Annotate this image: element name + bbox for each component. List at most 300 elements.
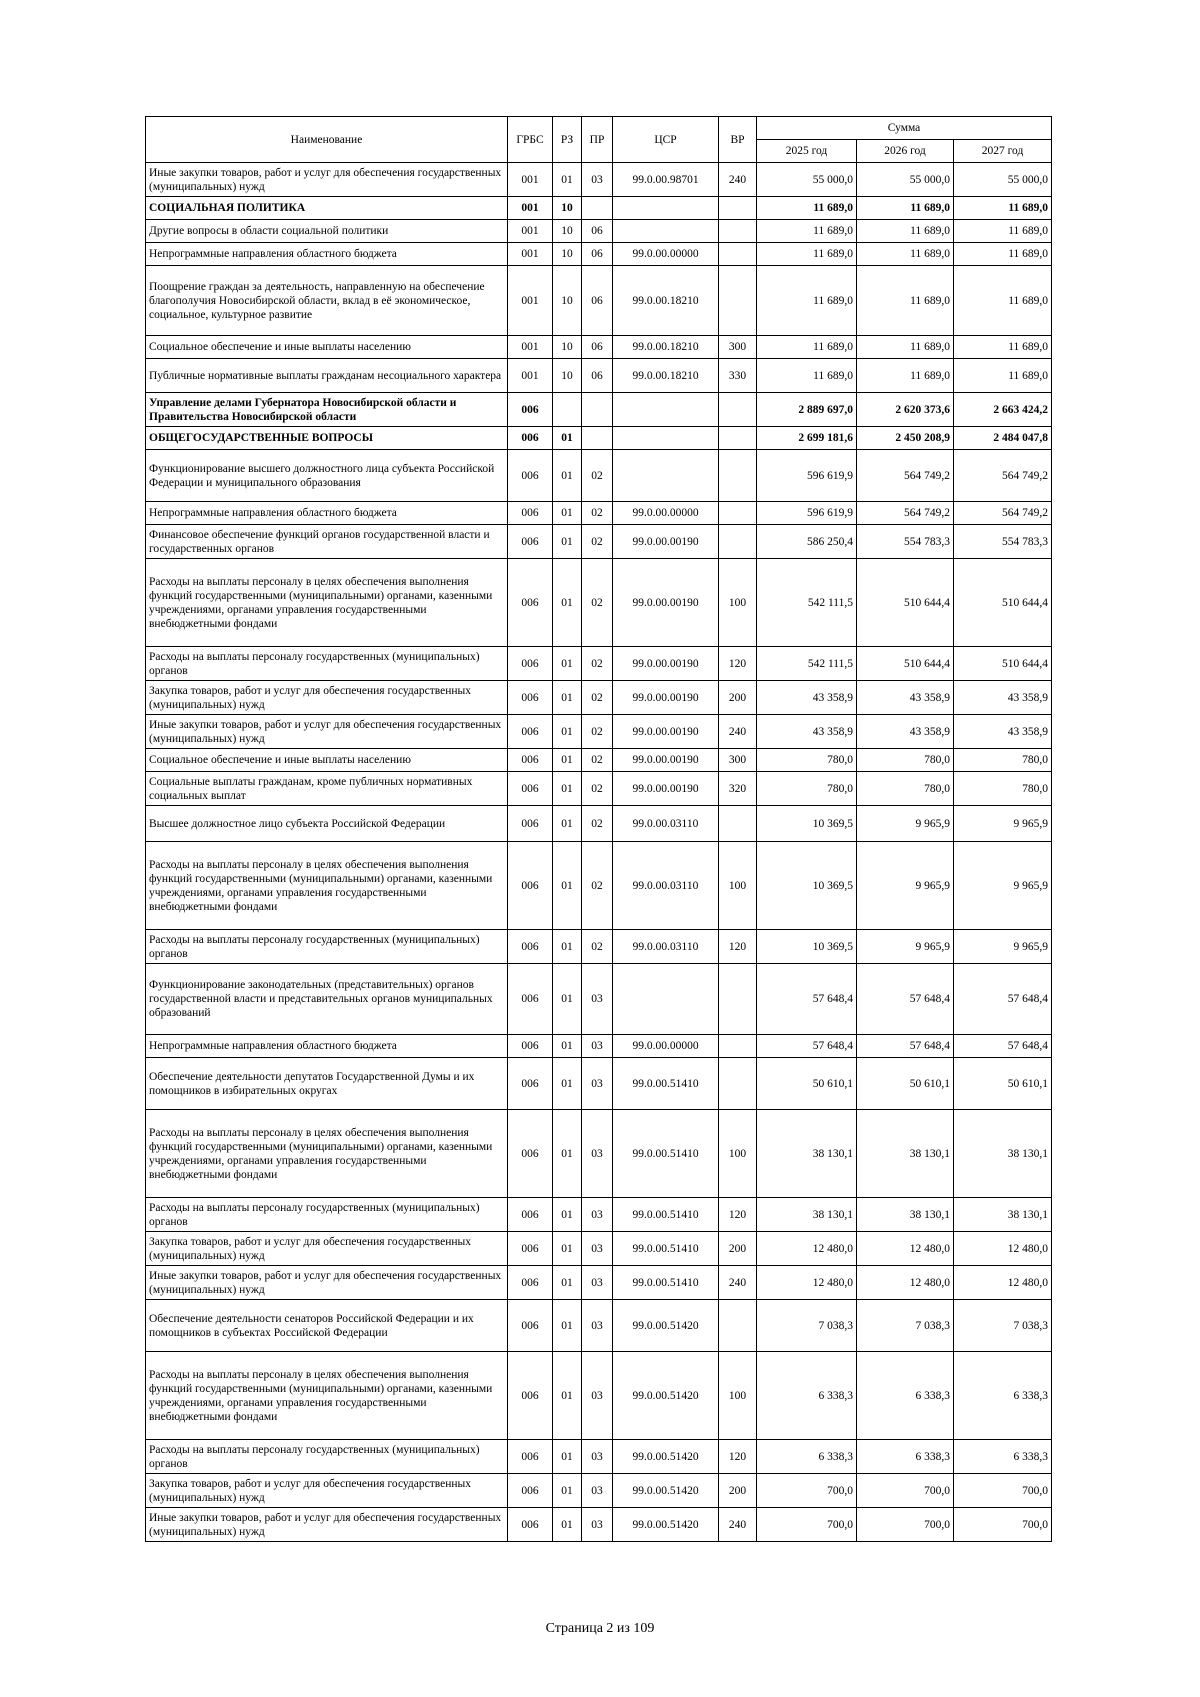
cell-2025: 38 130,1 — [757, 1110, 857, 1198]
cell-pr: 03 — [582, 1352, 613, 1440]
cell-csr: 99.0.00.51420 — [613, 1440, 719, 1474]
cell-name: ОБЩЕГОСУДАРСТВЕННЫЕ ВОПРОСЫ — [146, 427, 508, 450]
cell-name: Функционирование высшего должностного лица субъекта Российской Федерации и муниципального образования — [146, 450, 508, 502]
table-row — [146, 647, 1052, 681]
cell-pr: 02 — [582, 715, 613, 749]
cell-pr: 02 — [582, 525, 613, 559]
cell-grbs: 006 — [508, 1508, 553, 1542]
cell-2026: 2 620 373,6 — [857, 393, 954, 427]
cell-2025: 38 130,1 — [757, 1198, 857, 1232]
cell-name: Поощрение граждан за деятельность, направленную на обеспечение благополучия Новосибирской области, вклад в её экономическое, социальное, культурное развитие — [146, 266, 508, 336]
cell-2026: 38 130,1 — [857, 1110, 954, 1198]
cell-2026: 43 358,9 — [857, 681, 954, 715]
cell-vr: 100 — [719, 842, 757, 930]
cell-rz: 01 — [553, 930, 582, 964]
cell-vr: 320 — [719, 772, 757, 806]
cell-grbs: 006 — [508, 1058, 553, 1110]
cell-rz: 01 — [553, 749, 582, 772]
cell-vr: 120 — [719, 1440, 757, 1474]
col-header-csr: ЦСР — [613, 117, 719, 163]
col-header-2025: 2025 год — [757, 140, 857, 163]
cell-2027: 510 644,4 — [954, 647, 1052, 681]
cell-2026: 55 000,0 — [857, 163, 954, 197]
cell-rz: 01 — [553, 1110, 582, 1198]
cell-rz: 01 — [553, 450, 582, 502]
cell-pr: 02 — [582, 806, 613, 842]
table-row — [146, 1266, 1052, 1300]
col-header-2027: 2027 год — [954, 140, 1052, 163]
cell-pr: 03 — [582, 1508, 613, 1542]
cell-rz: 01 — [553, 163, 582, 197]
cell-csr: 99.0.00.00190 — [613, 559, 719, 647]
cell-grbs: 006 — [508, 842, 553, 930]
cell-grbs: 006 — [508, 1300, 553, 1352]
cell-rz: 10 — [553, 336, 582, 359]
cell-2025: 11 689,0 — [757, 220, 857, 243]
cell-csr: 99.0.00.18210 — [613, 336, 719, 359]
table-row — [146, 220, 1052, 243]
cell-csr: 99.0.00.00190 — [613, 749, 719, 772]
cell-name: Непрограммные направления областного бюджета — [146, 243, 508, 266]
cell-csr: 99.0.00.98701 — [613, 163, 719, 197]
cell-csr: 99.0.00.51410 — [613, 1110, 719, 1198]
cell-2026: 12 480,0 — [857, 1266, 954, 1300]
cell-2026: 2 450 208,9 — [857, 427, 954, 450]
cell-vr: 120 — [719, 647, 757, 681]
cell-csr: 99.0.00.00190 — [613, 715, 719, 749]
cell-name: Расходы на выплаты персоналу в целях обеспечения выполнения функций государственными (муниципальными) органами, казенными учреждениями, органами управления государственными внебюджетными фондами — [146, 1352, 508, 1440]
cell-pr: 03 — [582, 1440, 613, 1474]
cell-csr: 99.0.00.51420 — [613, 1508, 719, 1542]
cell-grbs: 006 — [508, 647, 553, 681]
cell-name: Закупка товаров, работ и услуг для обеспечения государственных (муниципальных) нужд — [146, 1232, 508, 1266]
cell-2026: 11 689,0 — [857, 336, 954, 359]
cell-2025: 780,0 — [757, 749, 857, 772]
cell-pr: 02 — [582, 681, 613, 715]
cell-2026: 57 648,4 — [857, 1035, 954, 1058]
cell-vr: 100 — [719, 559, 757, 647]
cell-grbs: 001 — [508, 359, 553, 393]
cell-2025: 700,0 — [757, 1474, 857, 1508]
cell-csr: 99.0.00.00190 — [613, 772, 719, 806]
cell-grbs: 006 — [508, 427, 553, 450]
table-row — [146, 1232, 1052, 1266]
cell-pr: 03 — [582, 964, 613, 1035]
cell-grbs: 006 — [508, 1198, 553, 1232]
table-row — [146, 336, 1052, 359]
table-row — [146, 502, 1052, 525]
table-row — [146, 715, 1052, 749]
cell-rz — [553, 393, 582, 427]
col-header-sum: Сумма — [757, 117, 1052, 140]
cell-csr: 99.0.00.51420 — [613, 1352, 719, 1440]
cell-2027: 2 484 047,8 — [954, 427, 1052, 450]
cell-csr — [613, 197, 719, 220]
cell-pr: 02 — [582, 502, 613, 525]
cell-rz: 10 — [553, 220, 582, 243]
cell-rz: 01 — [553, 715, 582, 749]
cell-name: Иные закупки товаров, работ и услуг для обеспечения государственных (муниципальных) нужд — [146, 715, 508, 749]
cell-vr — [719, 1035, 757, 1058]
cell-grbs: 001 — [508, 243, 553, 266]
cell-name: Расходы на выплаты персоналу государственных (муниципальных) органов — [146, 1440, 508, 1474]
cell-2025: 11 689,0 — [757, 197, 857, 220]
table-row — [146, 749, 1052, 772]
cell-2026: 38 130,1 — [857, 1198, 954, 1232]
cell-2025: 7 038,3 — [757, 1300, 857, 1352]
cell-vr: 240 — [719, 1266, 757, 1300]
cell-2027: 43 358,9 — [954, 715, 1052, 749]
cell-grbs: 006 — [508, 1352, 553, 1440]
cell-2026: 50 610,1 — [857, 1058, 954, 1110]
cell-2026: 700,0 — [857, 1474, 954, 1508]
cell-name: Социальное обеспечение и иные выплаты населению — [146, 336, 508, 359]
cell-rz: 01 — [553, 1058, 582, 1110]
cell-vr: 240 — [719, 163, 757, 197]
col-header-pr: ПР — [582, 117, 613, 163]
cell-vr: 300 — [719, 749, 757, 772]
cell-2027: 564 749,2 — [954, 502, 1052, 525]
cell-grbs: 006 — [508, 1035, 553, 1058]
cell-rz: 10 — [553, 197, 582, 220]
cell-2026: 564 749,2 — [857, 502, 954, 525]
cell-rz: 01 — [553, 1440, 582, 1474]
table-row — [146, 842, 1052, 930]
cell-csr: 99.0.00.18210 — [613, 266, 719, 336]
cell-name: Обеспечение деятельности депутатов Государственной Думы и их помощников в избирательных округах — [146, 1058, 508, 1110]
cell-rz: 01 — [553, 964, 582, 1035]
cell-2027: 780,0 — [954, 749, 1052, 772]
cell-2027: 50 610,1 — [954, 1058, 1052, 1110]
cell-2027: 554 783,3 — [954, 525, 1052, 559]
cell-2027: 11 689,0 — [954, 336, 1052, 359]
cell-csr: 99.0.00.00000 — [613, 1035, 719, 1058]
cell-grbs: 006 — [508, 772, 553, 806]
cell-csr — [613, 393, 719, 427]
cell-2027: 11 689,0 — [954, 359, 1052, 393]
cell-rz: 01 — [553, 1266, 582, 1300]
cell-csr: 99.0.00.51420 — [613, 1474, 719, 1508]
cell-2027: 2 663 424,2 — [954, 393, 1052, 427]
cell-vr: 200 — [719, 1474, 757, 1508]
cell-vr: 100 — [719, 1352, 757, 1440]
cell-name: Расходы на выплаты персоналу в целях обеспечения выполнения функций государственными (муниципальными) органами, казенными учреждениями, органами управления государственными внебюджетными фондами — [146, 842, 508, 930]
cell-pr: 03 — [582, 1058, 613, 1110]
cell-2026: 564 749,2 — [857, 450, 954, 502]
cell-2027: 57 648,4 — [954, 1035, 1052, 1058]
cell-csr: 99.0.00.00000 — [613, 243, 719, 266]
table-row — [146, 525, 1052, 559]
cell-vr: 120 — [719, 1198, 757, 1232]
cell-name: Закупка товаров, работ и услуг для обеспечения государственных (муниципальных) нужд — [146, 1474, 508, 1508]
cell-2027: 564 749,2 — [954, 450, 1052, 502]
cell-vr — [719, 964, 757, 1035]
table-row — [146, 1035, 1052, 1058]
cell-2026: 6 338,3 — [857, 1352, 954, 1440]
cell-2025: 12 480,0 — [757, 1266, 857, 1300]
cell-name: Функционирование законодательных (представительных) органов государственной власти и представительных органов муниципальных образований — [146, 964, 508, 1035]
table-row — [146, 1474, 1052, 1508]
cell-name: Расходы на выплаты персоналу государственных (муниципальных) органов — [146, 1198, 508, 1232]
cell-rz: 01 — [553, 1474, 582, 1508]
cell-csr: 99.0.00.03110 — [613, 930, 719, 964]
cell-pr: 03 — [582, 1110, 613, 1198]
cell-vr — [719, 266, 757, 336]
cell-name: Обеспечение деятельности сенаторов Российской Федерации и их помощников в субъектах Российской Федерации — [146, 1300, 508, 1352]
cell-2027: 7 038,3 — [954, 1300, 1052, 1352]
col-header-rz: РЗ — [553, 117, 582, 163]
cell-2027: 11 689,0 — [954, 266, 1052, 336]
cell-grbs: 006 — [508, 715, 553, 749]
col-header-vr: ВР — [719, 117, 757, 163]
cell-2027: 55 000,0 — [954, 163, 1052, 197]
table-row — [146, 806, 1052, 842]
cell-vr: 200 — [719, 1232, 757, 1266]
cell-vr — [719, 393, 757, 427]
cell-grbs: 006 — [508, 525, 553, 559]
cell-2026: 9 965,9 — [857, 930, 954, 964]
cell-rz: 10 — [553, 359, 582, 393]
cell-rz: 10 — [553, 243, 582, 266]
table-row — [146, 772, 1052, 806]
cell-grbs: 006 — [508, 930, 553, 964]
cell-vr: 240 — [719, 1508, 757, 1542]
budget-table — [145, 116, 1052, 1542]
cell-2026: 780,0 — [857, 772, 954, 806]
table-row — [146, 930, 1052, 964]
cell-csr: 99.0.00.18210 — [613, 359, 719, 393]
cell-pr: 03 — [582, 1232, 613, 1266]
cell-pr: 03 — [582, 1266, 613, 1300]
cell-csr: 99.0.00.00190 — [613, 525, 719, 559]
cell-2027: 6 338,3 — [954, 1440, 1052, 1474]
cell-pr: 06 — [582, 243, 613, 266]
cell-csr: 99.0.00.00000 — [613, 502, 719, 525]
cell-2027: 9 965,9 — [954, 930, 1052, 964]
cell-vr: 120 — [719, 930, 757, 964]
cell-name: Социальные выплаты гражданам, кроме публичных нормативных социальных выплат — [146, 772, 508, 806]
cell-2025: 11 689,0 — [757, 266, 857, 336]
col-header-name: Наименование — [146, 117, 508, 163]
cell-rz: 01 — [553, 1232, 582, 1266]
cell-name: СОЦИАЛЬНАЯ ПОЛИТИКА — [146, 197, 508, 220]
table-body — [146, 163, 1052, 1542]
cell-name: Иные закупки товаров, работ и услуг для обеспечения государственных (муниципальных) нужд — [146, 1508, 508, 1542]
cell-vr: 300 — [719, 336, 757, 359]
cell-name: Непрограммные направления областного бюджета — [146, 502, 508, 525]
cell-2025: 596 619,9 — [757, 450, 857, 502]
cell-2026: 11 689,0 — [857, 266, 954, 336]
cell-csr: 99.0.00.00190 — [613, 681, 719, 715]
cell-2027: 700,0 — [954, 1474, 1052, 1508]
cell-name: Непрограммные направления областного бюджета — [146, 1035, 508, 1058]
cell-2025: 57 648,4 — [757, 964, 857, 1035]
table-row — [146, 1440, 1052, 1474]
cell-2025: 700,0 — [757, 1508, 857, 1542]
cell-csr: 99.0.00.51410 — [613, 1232, 719, 1266]
cell-grbs: 001 — [508, 336, 553, 359]
cell-name: Управление делами Губернатора Новосибирской области и Правительства Новосибирской области — [146, 393, 508, 427]
cell-grbs: 006 — [508, 1232, 553, 1266]
cell-pr: 06 — [582, 336, 613, 359]
cell-grbs: 006 — [508, 450, 553, 502]
table-row — [146, 266, 1052, 336]
cell-vr — [719, 1300, 757, 1352]
cell-2027: 700,0 — [954, 1508, 1052, 1542]
cell-grbs: 006 — [508, 749, 553, 772]
cell-name: Расходы на выплаты персоналу государственных (муниципальных) органов — [146, 930, 508, 964]
cell-grbs: 006 — [508, 681, 553, 715]
cell-name: Высшее должностное лицо субъекта Российской Федерации — [146, 806, 508, 842]
cell-pr — [582, 393, 613, 427]
cell-pr — [582, 197, 613, 220]
cell-name: Расходы на выплаты персоналу в целях обеспечения выполнения функций государственными (муниципальными) органами, казенными учреждениями, органами управления государственными внебюджетными фондами — [146, 1110, 508, 1198]
cell-2027: 11 689,0 — [954, 243, 1052, 266]
table-row — [146, 1198, 1052, 1232]
cell-pr: 03 — [582, 1474, 613, 1508]
cell-csr: 99.0.00.51410 — [613, 1058, 719, 1110]
cell-name: Закупка товаров, работ и услуг для обеспечения государственных (муниципальных) нужд — [146, 681, 508, 715]
cell-grbs: 006 — [508, 964, 553, 1035]
cell-pr: 06 — [582, 220, 613, 243]
cell-2027: 38 130,1 — [954, 1198, 1052, 1232]
cell-rz: 01 — [553, 1198, 582, 1232]
cell-2025: 10 369,5 — [757, 842, 857, 930]
cell-2025: 57 648,4 — [757, 1035, 857, 1058]
cell-pr: 02 — [582, 450, 613, 502]
cell-2026: 9 965,9 — [857, 806, 954, 842]
cell-rz: 01 — [553, 427, 582, 450]
cell-vr — [719, 806, 757, 842]
cell-csr: 99.0.00.51410 — [613, 1266, 719, 1300]
cell-2027: 9 965,9 — [954, 806, 1052, 842]
cell-2025: 780,0 — [757, 772, 857, 806]
cell-2025: 586 250,4 — [757, 525, 857, 559]
cell-name: Расходы на выплаты персоналу государственных (муниципальных) органов — [146, 647, 508, 681]
cell-grbs: 006 — [508, 1474, 553, 1508]
cell-csr — [613, 964, 719, 1035]
cell-vr: 240 — [719, 715, 757, 749]
cell-csr: 99.0.00.03110 — [613, 842, 719, 930]
cell-2027: 57 648,4 — [954, 964, 1052, 1035]
cell-2027: 38 130,1 — [954, 1110, 1052, 1198]
cell-pr: 02 — [582, 647, 613, 681]
cell-rz: 01 — [553, 806, 582, 842]
cell-2027: 12 480,0 — [954, 1266, 1052, 1300]
cell-grbs: 006 — [508, 1266, 553, 1300]
cell-2026: 11 689,0 — [857, 197, 954, 220]
col-header-grbs: ГРБС — [508, 117, 553, 163]
cell-rz: 01 — [553, 559, 582, 647]
table-row — [146, 1058, 1052, 1110]
cell-rz: 01 — [553, 502, 582, 525]
cell-pr: 02 — [582, 930, 613, 964]
cell-pr: 02 — [582, 749, 613, 772]
cell-vr — [719, 502, 757, 525]
table-row — [146, 1110, 1052, 1198]
cell-2027: 11 689,0 — [954, 220, 1052, 243]
cell-2027: 11 689,0 — [954, 197, 1052, 220]
cell-2025: 2 699 181,6 — [757, 427, 857, 450]
cell-grbs: 006 — [508, 1110, 553, 1198]
cell-2027: 43 358,9 — [954, 681, 1052, 715]
cell-csr: 99.0.00.00190 — [613, 647, 719, 681]
cell-name: Социальное обеспечение и иные выплаты населению — [146, 749, 508, 772]
cell-name: Иные закупки товаров, работ и услуг для обеспечения государственных (муниципальных) нужд — [146, 163, 508, 197]
table-header-row — [146, 117, 1052, 140]
cell-csr — [613, 427, 719, 450]
cell-2027: 510 644,4 — [954, 559, 1052, 647]
cell-pr: 02 — [582, 559, 613, 647]
cell-2026: 43 358,9 — [857, 715, 954, 749]
table-row — [146, 359, 1052, 393]
cell-2025: 10 369,5 — [757, 806, 857, 842]
table-row — [146, 243, 1052, 266]
cell-rz: 01 — [553, 1352, 582, 1440]
cell-pr: 02 — [582, 842, 613, 930]
cell-csr: 99.0.00.51420 — [613, 1300, 719, 1352]
table-row — [146, 450, 1052, 502]
cell-2025: 50 610,1 — [757, 1058, 857, 1110]
table-row — [146, 163, 1052, 197]
cell-csr: 99.0.00.51410 — [613, 1198, 719, 1232]
cell-pr — [582, 427, 613, 450]
cell-2027: 12 480,0 — [954, 1232, 1052, 1266]
cell-vr: 330 — [719, 359, 757, 393]
cell-rz: 01 — [553, 772, 582, 806]
cell-csr: 99.0.00.03110 — [613, 806, 719, 842]
cell-grbs: 006 — [508, 502, 553, 525]
cell-pr: 03 — [582, 1300, 613, 1352]
cell-2025: 596 619,9 — [757, 502, 857, 525]
cell-2027: 6 338,3 — [954, 1352, 1052, 1440]
cell-pr: 03 — [582, 1198, 613, 1232]
cell-rz: 01 — [553, 647, 582, 681]
cell-2025: 11 689,0 — [757, 359, 857, 393]
cell-rz: 10 — [553, 266, 582, 336]
cell-grbs: 001 — [508, 197, 553, 220]
cell-grbs: 001 — [508, 266, 553, 336]
cell-2026: 7 038,3 — [857, 1300, 954, 1352]
cell-name: Расходы на выплаты персоналу в целях обеспечения выполнения функций государственными (муниципальными) органами, казенными учреждениями, органами управления государственными внебюджетными фондами — [146, 559, 508, 647]
cell-2025: 10 369,5 — [757, 930, 857, 964]
cell-2026: 6 338,3 — [857, 1440, 954, 1474]
cell-2026: 700,0 — [857, 1508, 954, 1542]
cell-2027: 780,0 — [954, 772, 1052, 806]
table-row — [146, 681, 1052, 715]
cell-name: Публичные нормативные выплаты гражданам несоциального характера — [146, 359, 508, 393]
cell-rz: 01 — [553, 1300, 582, 1352]
cell-grbs: 001 — [508, 163, 553, 197]
cell-2026: 12 480,0 — [857, 1232, 954, 1266]
cell-2026: 11 689,0 — [857, 220, 954, 243]
col-header-2026: 2026 год — [857, 140, 954, 163]
cell-2025: 542 111,5 — [757, 559, 857, 647]
cell-pr: 02 — [582, 772, 613, 806]
cell-pr: 03 — [582, 163, 613, 197]
cell-vr — [719, 1058, 757, 1110]
cell-2025: 6 338,3 — [757, 1352, 857, 1440]
cell-name: Финансовое обеспечение функций органов государственной власти и государственных органов — [146, 525, 508, 559]
cell-2026: 57 648,4 — [857, 964, 954, 1035]
table-row — [146, 964, 1052, 1035]
cell-rz: 01 — [553, 1508, 582, 1542]
cell-2026: 9 965,9 — [857, 842, 954, 930]
cell-rz: 01 — [553, 842, 582, 930]
cell-vr — [719, 450, 757, 502]
cell-2025: 43 358,9 — [757, 681, 857, 715]
cell-vr: 200 — [719, 681, 757, 715]
